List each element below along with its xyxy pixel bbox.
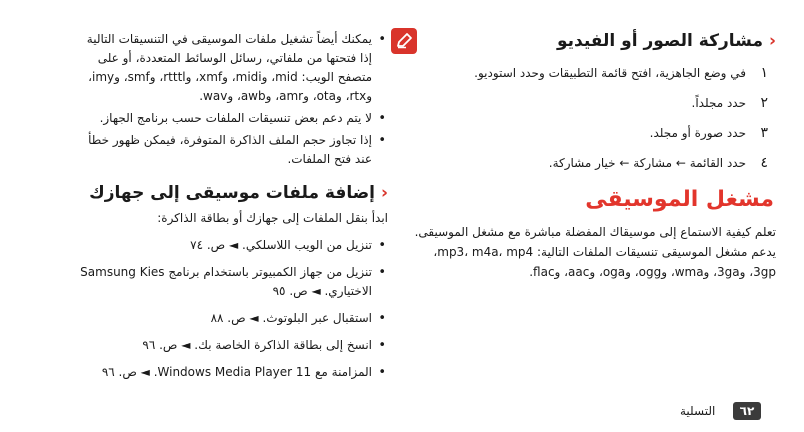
add-music-intro: ابدأ بنقل الملفات إلى جهازك أو بطاقة الذاكرة: xyxy=(157,211,388,225)
add-music-list xyxy=(42,236,388,390)
share-steps-list xyxy=(404,58,776,178)
note-item: • إذا تجاوز حجم الملف الذاكرة المتوفرة، فيمكن ظهور خطأ عند فتح الملفات. xyxy=(78,131,388,169)
chevron-left-icon: ‹ xyxy=(768,31,776,51)
step-item: ٢ حدد مجلداً. xyxy=(691,95,768,111)
notes-list xyxy=(78,30,388,172)
note-item: • يمكنك أيضاً تشغيل ملفات الموسيقى في التنسيقات التالية إذا فتحتها من ملفاتي، رسائل الوسائط المتعددة، أو على متصفح الويب: mid، وmidi، وxmf، وrtttl، وsmf، وimy، وrtx، وota، وamr، وawb، وwav. xyxy=(78,30,388,106)
add-music-heading xyxy=(42,182,388,204)
list-item: • استقبال عبر البلوتوث. ◄ ص. ٨٨ xyxy=(42,309,388,328)
music-player-description: تعلم كيفية الاستماع إلى موسيقاك المفضلة مباشرة مع مشغل الموسيقى. يدعم مشغل الموسيقى تنسيقات الملفات التالية: mp3، m4a، mp4، 3gp، و3ga، وwma، وogg، وoga، وaac، وflac. xyxy=(414,225,776,279)
list-item: • انسخ إلى بطاقة الذاكرة الخاصة بك. ◄ ص. ٩٦ xyxy=(42,336,388,355)
note-pencil-icon xyxy=(391,28,417,54)
chevron-left-icon: ‹ xyxy=(380,183,388,203)
step-item: ٤ حدد القائمة ← مشاركة ← خيار مشاركة. xyxy=(548,155,768,171)
share-section-title: مشاركة الصور أو الفيديو xyxy=(556,31,763,51)
note-item: • لا يتم دعم بعض تنسيقات الملفات حسب برنامج الجهاز. xyxy=(78,109,388,128)
music-player-title: مشغل الموسيقى xyxy=(585,187,774,212)
list-item: • تنزيل من جهاز الكمبيوتر باستخدام برنامج Samsung Kies الاختياري. ◄ ص. ٩٥ xyxy=(42,263,388,301)
page-number-badge: ٦٢ xyxy=(733,402,761,420)
page-footer xyxy=(0,400,804,424)
list-item: • المزامنة مع Windows Media Player 11. ◄ ص. ٩٦ xyxy=(42,363,388,382)
list-item: • تنزيل من الويب اللاسلكي. ◄ ص. ٧٤ xyxy=(42,236,388,255)
step-item: ١ في وضع الجاهزية، افتح قائمة التطبيقات وحدد استوديو. xyxy=(474,65,768,81)
add-music-title: إضافة ملفات موسيقى إلى جهازك xyxy=(89,183,375,203)
step-item: ٣ حدد صورة أو مجلد. xyxy=(649,125,768,141)
chapter-name: التسلية xyxy=(680,404,716,418)
share-section-heading xyxy=(404,30,776,52)
